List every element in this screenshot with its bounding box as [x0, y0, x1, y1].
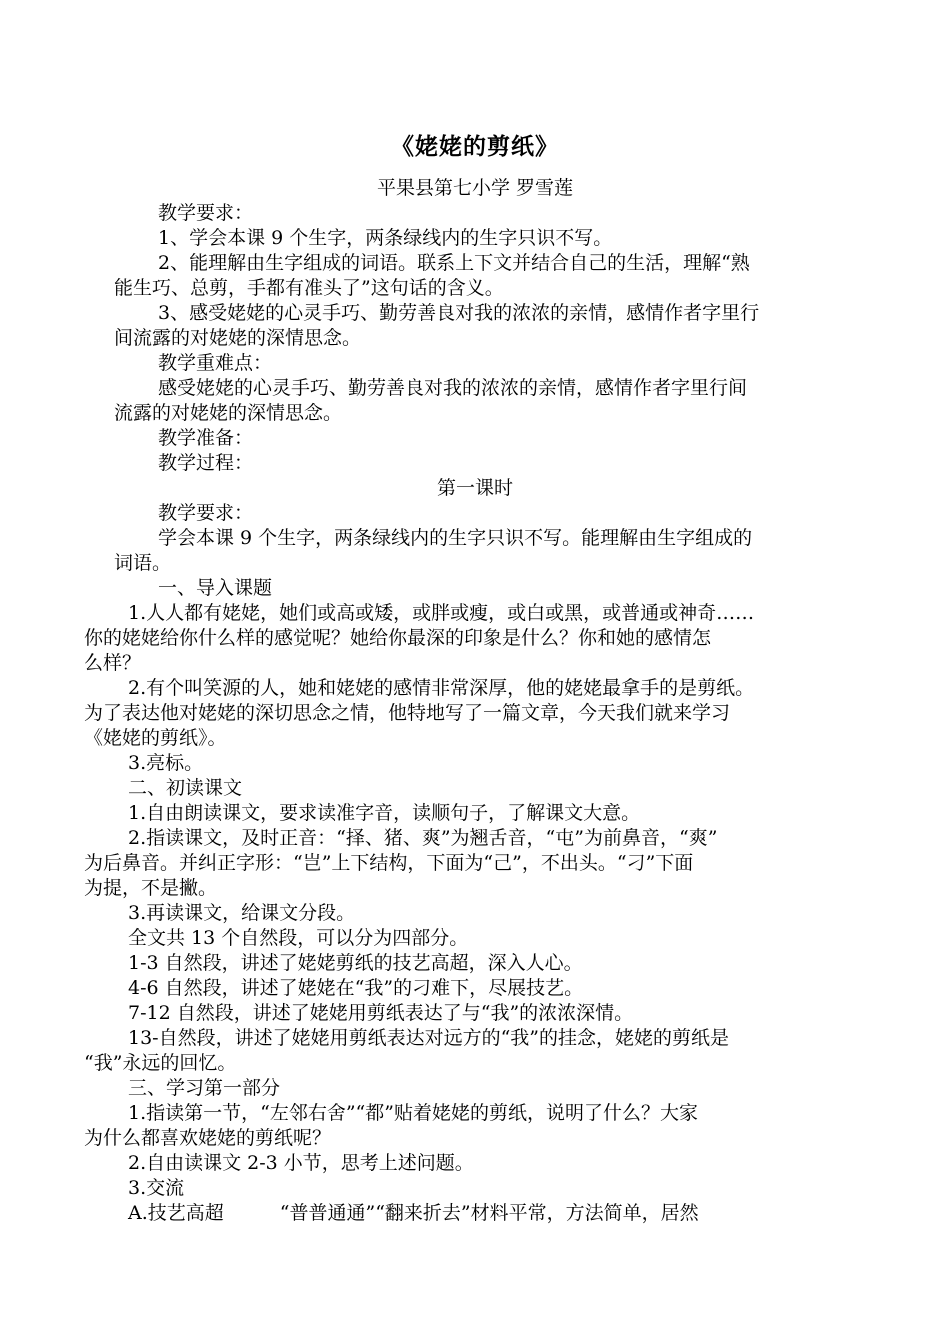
paragraph-line: 3.亮标。	[128, 752, 204, 774]
paragraph-line: 你的姥姥给你什么样的感觉呢？她给你最深的印象是什么？你和她的感情怎	[84, 627, 712, 649]
point-label: A.技艺高超	[128, 1202, 224, 1224]
document-title: 《姥姥的剪纸》	[391, 133, 559, 160]
paragraph-line: 1.人人都有姥姥，她们或高或矮，或胖或瘦，或白或黑，或普通或神奇……	[128, 602, 755, 624]
paragraph-line: 2、能理解由生字组成的词语。联系上下文并结合自己的生活，理解“熟	[158, 252, 750, 274]
paragraph-line: 词语。	[114, 552, 172, 574]
paragraph-line: 为后鼻音。并纠正字形：“岂”上下结构，下面为“己”，不出头。“刁”下面	[84, 852, 694, 874]
paragraph-line: “我”永远的回忆。	[84, 1052, 237, 1074]
section-heading: 三、学习第一部分	[128, 1077, 281, 1099]
paragraph-line: 3.再读课文，给课文分段。	[128, 902, 356, 924]
paragraph-line: 感受姥姥的心灵手巧、勤劳善良对我的浓浓的亲情，感情作者字里行间	[158, 377, 748, 399]
section-heading: 教学过程：	[158, 452, 254, 474]
paragraph-line: 为了表达他对姥姥的深切思念之情，他特地写了一篇文章，今天我们就来学习	[84, 702, 731, 724]
lesson-heading: 第一课时	[436, 477, 513, 499]
paragraph-line: 为什么都喜欢姥姥的剪纸呢？	[84, 1127, 332, 1149]
paragraph-line: 《姥姥的剪纸》。	[84, 727, 227, 749]
paragraph-line: 1.指读第一节，“左邻右舍”“都”贴着姥姥的剪纸，说明了什么？大家	[128, 1102, 698, 1124]
paragraph-line: 1-3 自然段，讲述了姥姥剪纸的技艺高超，深入人心。	[128, 952, 583, 974]
paragraph-line: 4-6 自然段，讲述了姥姥在“我”的刁难下，尽展技艺。	[128, 977, 584, 999]
section-heading: 教学要求：	[158, 502, 254, 524]
section-heading: 教学重难点：	[158, 352, 273, 374]
paragraph-line: 7-12 自然段，讲述了姥姥用剪纸表达了与“我”的浓浓深情。	[128, 1002, 634, 1024]
paragraph-line: 流露的对姥姥的深情思念。	[114, 402, 343, 424]
paragraph-line: 1、学会本课 9 个生字，两条绿线内的生字只识不写。	[158, 227, 613, 249]
point-text: “普普通通”“翻来折去”材料平常，方法简单，居然	[279, 1202, 699, 1224]
section-heading: 教学要求：	[158, 202, 254, 224]
paragraph-line: 为提，不是撇。	[84, 877, 218, 899]
paragraph-line: 2.指读课文，及时正音：“择、猪、爽”为翘舌音，“屯”为前鼻音，“爽”	[128, 827, 718, 849]
section-heading: 二、初读课文	[128, 777, 243, 799]
paragraph-line: 3、感受姥姥的心灵手巧、勤劳善良对我的浓浓的亲情，感情作者字里行	[158, 302, 760, 324]
paragraph-line: 全文共 13 个自然段，可以分为四部分。	[128, 927, 469, 949]
paragraph-line: 1.自由朗读课文，要求读准字音，读顺句子，了解课文大意。	[128, 802, 641, 824]
section-heading: 教学准备：	[158, 427, 254, 449]
paragraph-line	[128, 1201, 699, 1225]
section-heading: 一、导入课题	[158, 577, 273, 599]
paragraph-line: 么样？	[84, 652, 142, 674]
paragraph-line: 2.有个叫笑源的人，她和姥姥的感情非常深厚，他的姥姥最拿手的是剪纸。	[128, 677, 755, 699]
paragraph-line: 能生巧、总剪，手都有准头了”这句话的含义。	[114, 277, 504, 299]
paragraph-line: 间流露的对姥姥的深情思念。	[114, 327, 362, 349]
author-line: 平果县第七小学 罗雪莲	[376, 177, 574, 199]
paragraph-line: 学会本课 9 个生字，两条绿线内的生字只识不写。能理解由生字组成的	[158, 527, 753, 549]
paragraph-line: 2.自由读课文 2-3 小节，思考上述问题。	[128, 1152, 474, 1174]
paragraph-line: 13-自然段，讲述了姥姥用剪纸表达对远方的“我”的挂念，姥姥的剪纸是	[128, 1027, 730, 1049]
paragraph-line: 3.交流	[128, 1177, 185, 1199]
